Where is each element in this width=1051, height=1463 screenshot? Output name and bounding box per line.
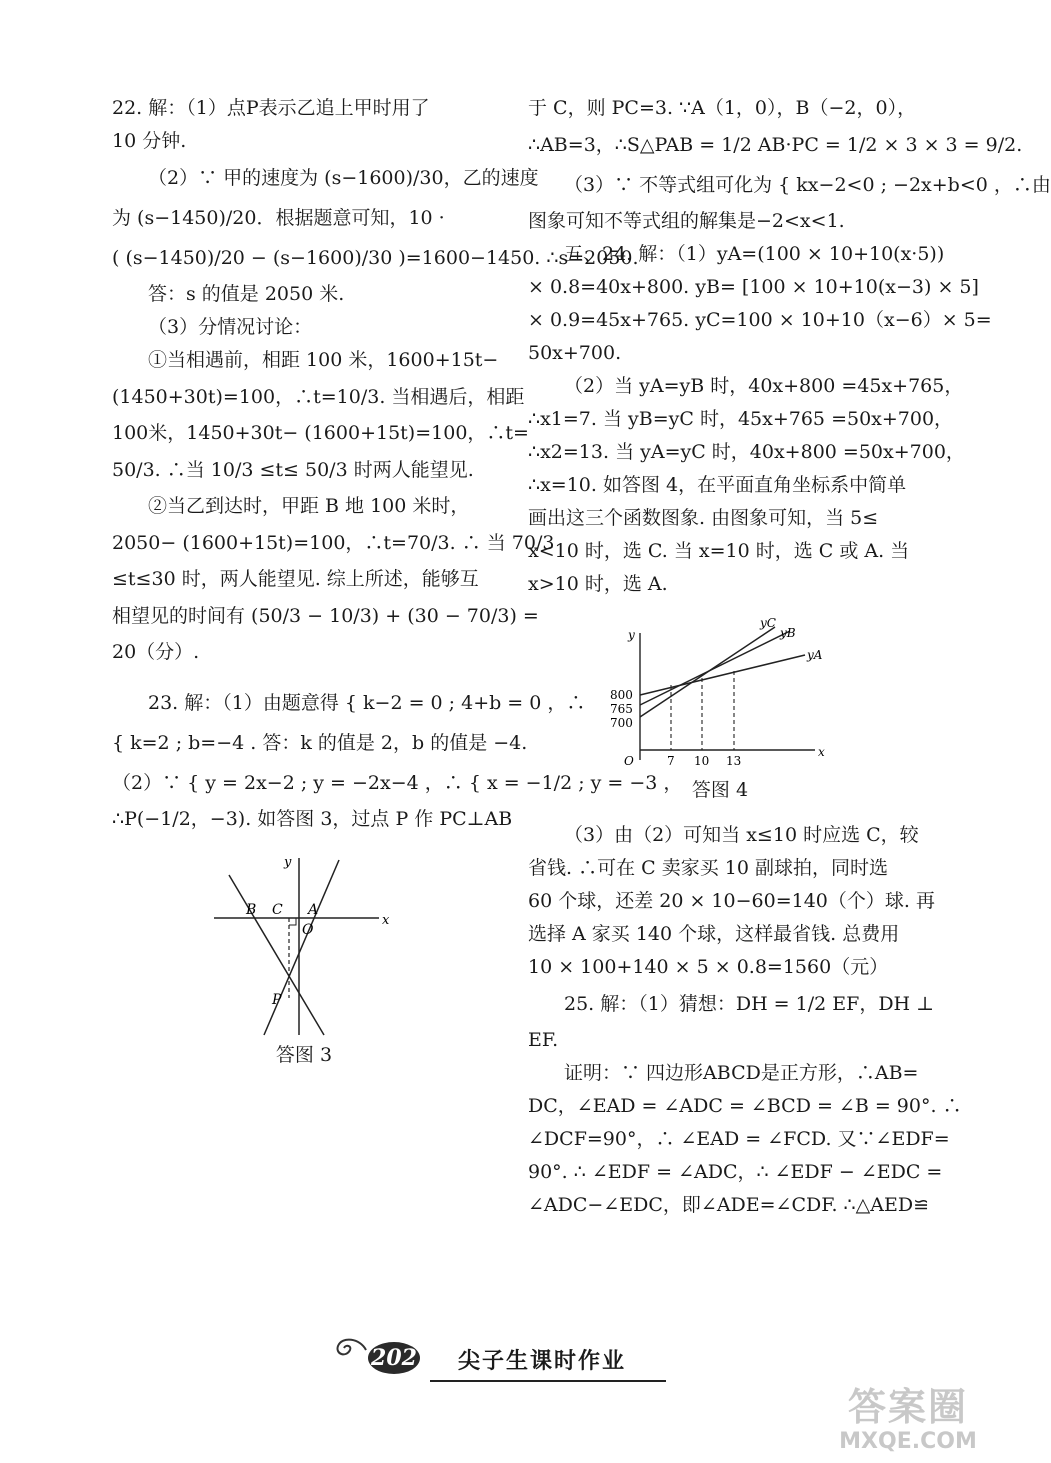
right-angle-mark: [289, 918, 296, 925]
series-label-yb: yB: [780, 626, 796, 640]
text-line: 于 C，则 PC=3. ∵A（1，0），B（−2，0），: [528, 97, 917, 119]
text-line: ∴x=10. 如答图 4，在平面直角坐标系中简单: [528, 474, 907, 496]
origin-label: O: [302, 922, 314, 938]
text-line: 10 分钟.: [112, 130, 187, 152]
figure-4-graph: [610, 615, 830, 775]
point-c-label: C: [272, 902, 283, 918]
y-tick-765: 765: [610, 702, 633, 716]
point-a-label: A: [308, 902, 319, 918]
text-line: ①当相遇前，相距 100 米，1600+15t−: [148, 349, 499, 371]
y-axis-label: y: [628, 628, 635, 642]
text-line: 省钱. ∴可在 C 卖家买 10 副球拍，同时选: [528, 857, 888, 879]
x-tick-13: 13: [726, 754, 742, 768]
text-line: x>10 时，选 A.: [528, 573, 668, 595]
text-line: 90°. ∴ ∠EDF = ∠ADC，∴ ∠EDF − ∠EDC =: [528, 1161, 943, 1183]
text-line: DC，∠EAD = ∠ADC = ∠BCD = ∠B = 90°. ∴: [528, 1095, 962, 1117]
text-line: 选择 A 家买 140 个球，这样最省钱. 总费用: [528, 923, 900, 945]
text-line: { k=2 ; b=−4 . 答：k 的值是 2，b 的值是 −4.: [112, 732, 528, 754]
text-line: 证明：∵ 四边形ABCD是正方形，∴AB=: [564, 1062, 919, 1084]
line-yc: [640, 627, 775, 717]
text-line: 23. 解：（1）由题意得 { k−2 = 0 ; 4+b = 0 ，∴: [148, 692, 586, 714]
text-line: （3）∵ 不等式组可化为 { kx−2<0 ; −2x+b<0 ，∴由: [564, 174, 1051, 196]
origin-label: O: [624, 754, 634, 768]
text-line: x<10 时，选 C. 当 x=10 时，选 C 或 A. 当: [528, 540, 910, 562]
text-line: 10 × 100+140 × 5 × 0.8=1560（元）: [528, 956, 889, 978]
text-line: 22. 解：（1）点P表示乙追上甲时用了: [112, 97, 430, 119]
text-line: 2050− (1600+15t)=100，∴t=70/3. ∴ 当 70/3: [112, 532, 555, 554]
series-label-ya: yA: [807, 648, 823, 662]
text-line: （2）∵ 甲的速度为 (s−1600)/30，乙的速度: [148, 167, 539, 189]
page-number: 202: [368, 1342, 420, 1374]
watermark: [818, 1385, 998, 1463]
line-ya: [640, 655, 805, 695]
text-line: (1450+30t)=100，∴t=10/3. 当相遇后，相距: [112, 386, 525, 408]
text-line: 50/3. ∴当 10/3 ≤t≤ 50/3 时两人能望见.: [112, 459, 474, 481]
text-line: 25. 解：（1）猜想：DH = 1/2 EF，DH ⊥: [564, 993, 935, 1015]
line-yb: [640, 631, 790, 705]
text-line: （3）分情况讨论：: [148, 316, 313, 338]
text-line: ≤t≤30 时，两人能望见. 综上所述，能够互: [112, 568, 479, 590]
text-line: 画出这三个函数图象. 由图象可知，当 5≤: [528, 507, 879, 529]
text-line: 20（分）.: [112, 641, 200, 663]
line-y-2x-2: [264, 860, 339, 1035]
y-tick-700: 700: [610, 716, 633, 730]
series-label-yc: yC: [760, 616, 776, 630]
y-tick-800: 800: [610, 688, 633, 702]
figure-4-caption: 答图 4: [691, 779, 749, 801]
figure-3-diagram: [204, 850, 404, 1040]
text-line: 为 (s−1450)/20．根据题意可知，10 ·: [112, 207, 445, 229]
text-line: 60 个球，还差 20 × 10−60=140（个）球. 再: [528, 890, 935, 912]
line-y-neg2x-4: [229, 875, 324, 1035]
text-line: × 0.8=40x+800. yB= [100 × 10+10(x−3) × 5]: [528, 276, 979, 298]
text-line: （3）由（2）可知当 x≤10 时应选 C，较: [564, 824, 919, 846]
text-line: × 0.9=45x+765. yC=100 × 10+10（x−6）× 5=: [528, 309, 992, 331]
page-footer: [330, 1332, 670, 1392]
text-line: 50x+700.: [528, 342, 622, 364]
text-line: ∠DCF=90°，∴ ∠EAD = ∠FCD. 又∵∠EDF=: [528, 1128, 950, 1150]
text-line: ∴P(−1/2，−3). 如答图 3，过点 P 作 PC⊥AB: [112, 808, 513, 830]
text-line: （2）当 yA=yB 时，40x+800 =45x+765，: [564, 375, 964, 397]
text-line: ∴AB=3，∴S△PAB = 1/2 AB·PC = 1/2 × 3 × 3 = 9/2.: [528, 134, 1023, 156]
text-line: 100米，1450+30t− (1600+15t)=100，∴t=: [112, 422, 529, 444]
text-line: 相望见的时间有 (50/3 − 10/3) + (30 − 70/3) =: [112, 605, 539, 627]
point-b-label: B: [246, 902, 257, 918]
watermark-text: 答案圈: [847, 1385, 968, 1429]
text-line: ∴x1=7. 当 yB=yC 时，45x+765 =50x+700，: [528, 408, 954, 430]
right-column: [528, 92, 1051, 1222]
text-line: 五、24. 解：（1）yA=(100 × 10+10(x·5)): [564, 243, 945, 265]
text-line: （2）∵ { y = 2x−2 ; y = −2x−4 ，∴ { x = −1/2 ; y = −3 ，: [112, 772, 683, 794]
text-line: ( (s−1450)/20 − (s−1600)/30 )=1600−1450. ∴s=2050.: [112, 247, 639, 269]
point-p-label: P: [272, 992, 282, 1008]
text-line: ②当乙到达时，甲距 B 地 100 米时，: [148, 495, 470, 517]
text-line: 答：s 的值是 2050 米.: [148, 283, 345, 305]
swirl-ornament-icon: [330, 1334, 370, 1364]
x-tick-10: 10: [694, 754, 710, 768]
x-tick-7: 7: [667, 754, 675, 768]
text-line: ∴x2=13. 当 yA=yC 时，40x+800 =50x+700，: [528, 441, 965, 463]
figure-3-caption: 答图 3: [275, 1044, 333, 1066]
book-title: 尖子生课时作业: [458, 1349, 627, 1374]
footer-rule: [430, 1380, 666, 1382]
x-axis-label: x: [818, 745, 825, 759]
x-axis-label: x: [382, 913, 390, 928]
watermark-url: MXQE.COM: [839, 1429, 977, 1454]
y-axis-label: y: [284, 855, 292, 870]
text-line: ∠ADC−∠EDC，即∠ADE=∠CDF. ∴△AED≌: [528, 1194, 929, 1216]
text-line: 图象可知不等式组的解集是−2<x<1.: [528, 210, 845, 232]
text-line: EF.: [528, 1029, 559, 1051]
